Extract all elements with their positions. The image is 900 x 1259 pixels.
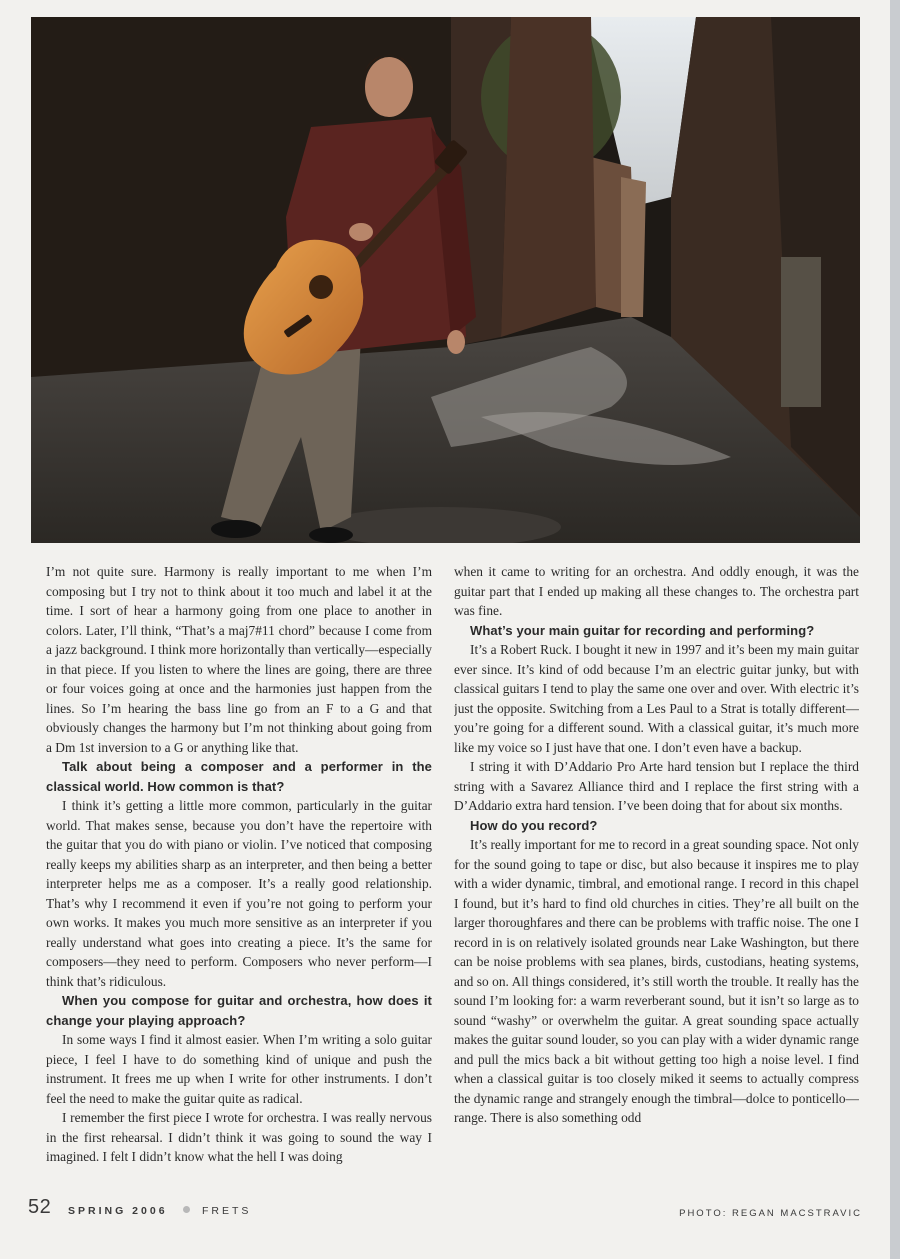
- article-column-right: [454, 562, 859, 1187]
- interview-question: Talk about being a composer and a performer in the classical world. How common is that?: [46, 759, 432, 794]
- paragraph: In some ways I find it almost easier. When I’m writing a solo guitar piece, I feel I have to do something kind of unique and push the instrument. It frees me up when I write for other instruments. I don’t feel the need to make the guitar quite as radical.: [46, 1032, 432, 1106]
- article-column-left: [46, 562, 432, 1187]
- paragraph: when it came to writing for an orchestra. And oddly enough, it was the guitar part that I ended up making all these changes to. The orchestra part was fine.: [454, 564, 859, 618]
- paragraph: I remember the first piece I wrote for orchestra. I was really nervous in the first rehearsal. I didn’t think it was going to sound the way I imagined. I felt I didn’t know what the hell I was doing: [46, 1110, 432, 1164]
- paragraph: It’s a Robert Ruck. I bought it new in 1997 and it’s been my main guitar ever since. It’s kind of odd because I’m an electric guitar junky, but with classical guitars I tend to play the same one over and over. With electric it’s just the opposite. Switching from a Les Paul to a Strat is totally different—you’re going for a different sound. With a classical guitar, it’s much more like my voice so I just have that one. I don’t even have a backup.: [454, 642, 859, 755]
- issue-label: SPRING 2006: [68, 1205, 168, 1217]
- interview-question: How do you record?: [470, 817, 598, 833]
- article-photo: [31, 17, 860, 543]
- guitarist-in-alley-photo: [31, 17, 860, 543]
- separator-dot-icon: [183, 1206, 190, 1213]
- interview-question: What’s your main guitar for recording and performing?: [470, 622, 815, 638]
- magazine-name: FRETS: [202, 1205, 252, 1217]
- photo-credit: PHOTO: REGAN MACSTRAVIC: [679, 1208, 862, 1219]
- page-edge: [890, 0, 900, 1259]
- paragraph: I string it with D’Addario Pro Arte hard tension but I replace the third string with a Savarez Alliance third and I replace the first string with a D’Addario extra hard tension. I’ve been doing that for about six months.: [454, 759, 859, 813]
- interview-question: When you compose for guitar and orchestra, how does it change your playing approach?: [46, 993, 432, 1028]
- paragraph: It’s really important for me to record in a great sounding space. Not only for the sound going to tape or disc, but also because it inspires me to play with a wider dynamic, timbral, and emotional range. I record in this chapel I found, but it’s hard to find old churches in cities. They’re all built on the larger thoroughfares and there can be problems with traffic noise. The one I record in is on relatively isolated grounds near Lake Washington, but there can be noise problems with sea planes, birds, custodians, heating systems, and so on. All things considered, it’s still worth the trouble. It really has the sound I’m looking for: a warm reverberant sound, but it isn’t so large as to sound “washy” or overwhelm the guitar. A great sounding space actually makes the guitar sound louder, so you can play with a wider dynamic range and pull the mics back a bit without getting too high a noise level. I find when a classical guitar is too closely miked it seems to actually compress the dynamic range and strangely enough the timbral—dolce to ponticello—range. There is also something odd: [454, 837, 859, 1125]
- page-number: 52: [28, 1196, 52, 1218]
- paragraph: I’m not quite sure. Harmony is really important to me when I’m composing but I try not to think about it too much and label it at the time. I sort of hear a harmony going from one place to another in colors. Later, I’ll think, “That’s a maj7#11 chord” because I come from a jazz background. I think more horizontally than vertically—especially in that piece. If you listen to where the lines are going, there are three or four voices going at once and the harmonies just happen from the lines. So I’m hearing the bass line go from an F to a G and that obviously changes the harmony but I’m not thinking about going from a Dm 1st inversion to a G or anything like that.: [46, 564, 432, 755]
- page-footer: [28, 1196, 862, 1224]
- paragraph: I think it’s getting a little more common, particularly in the guitar world. That makes sense, because you don’t have the repertoire with the guitar that you do with piano or violin. I’ve noticed that composing really keeps my abilities sharp as an interpreter, and then being a better interpreter helps me as a composer. It’s a really good relationship. That’s why I recommend it even if you’re not going to perform your own works. It makes you much more sensitive as an interpreter if you really understand what goes into creating a piece. It’s the same for composers—they need to perform. Composers who never perform—I think that’s ridiculous.: [46, 798, 432, 989]
